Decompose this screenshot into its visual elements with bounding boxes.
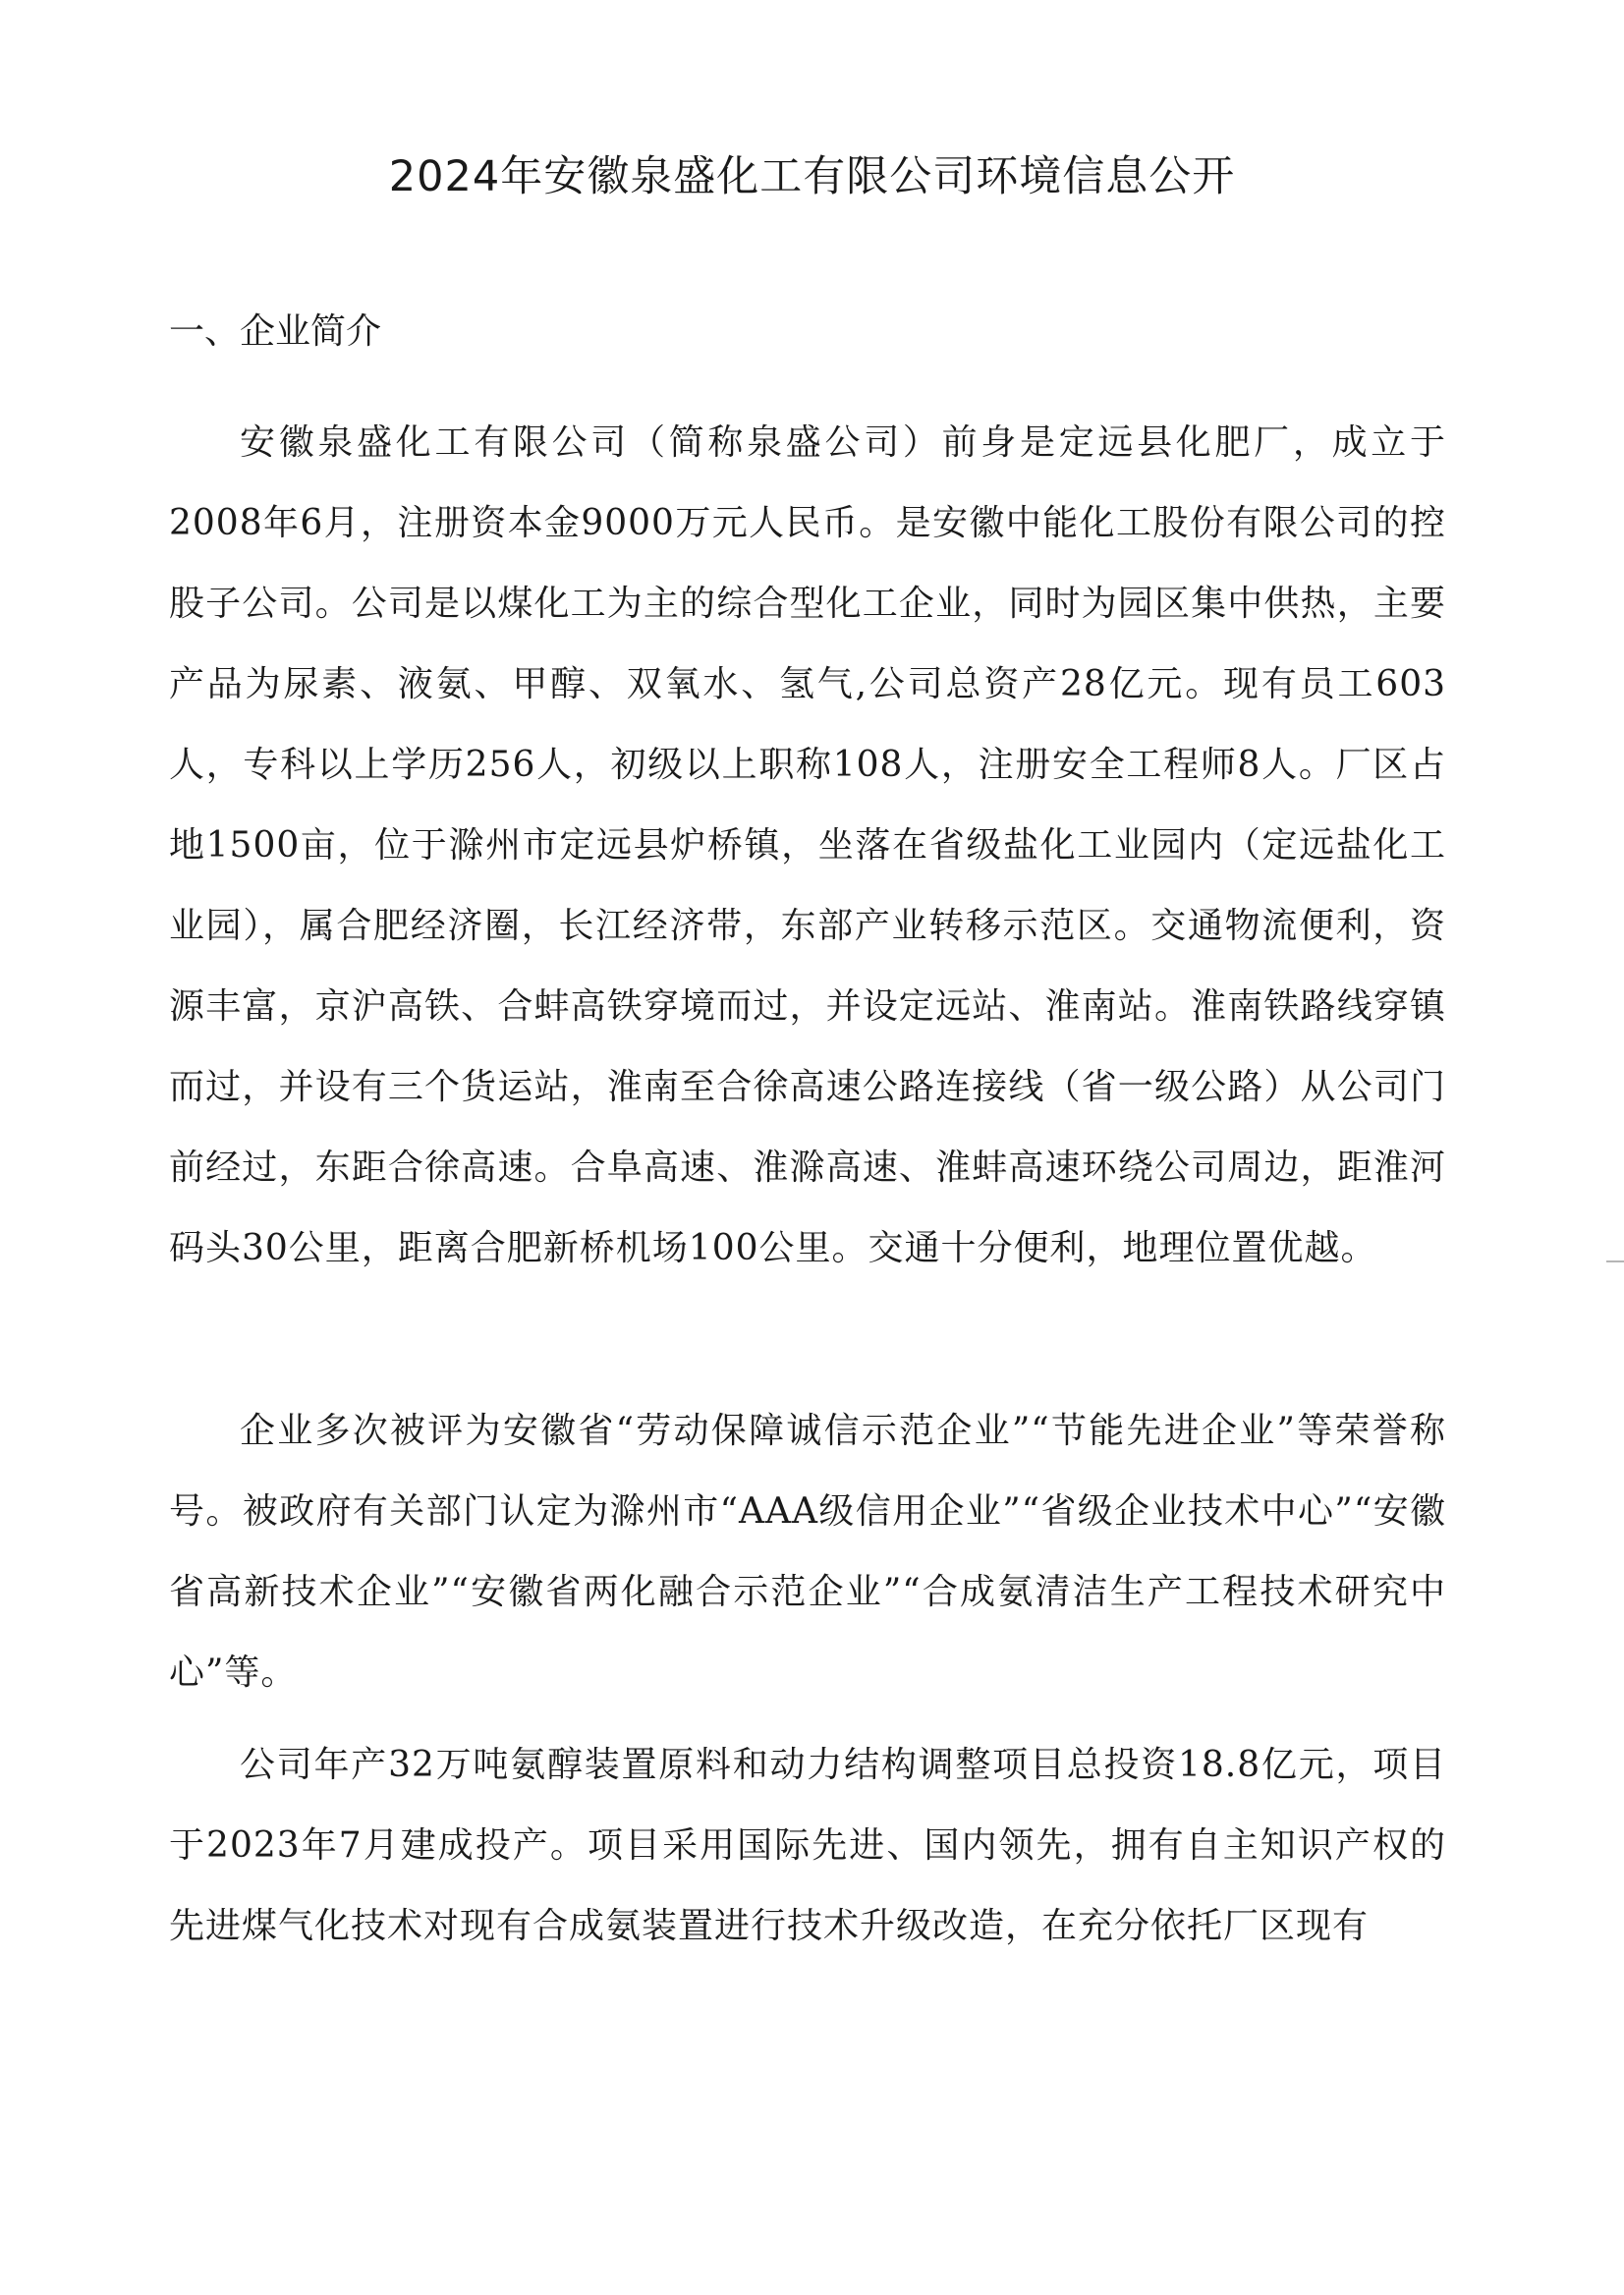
scan-edge-mark bbox=[1606, 1260, 1624, 1262]
paragraph-project: 公司年产32万吨氨醇装置原料和动力结构调整项目总投资18.8亿元，项目于2023年7月建成投产。项目采用国际先进、国内领先，拥有自主知识产权的先进煤气化技术对现有合成氨装置进行技术升级改造，在充分依托厂区现有 bbox=[169, 1745, 1446, 1946]
paragraph-honors: 企业多次被评为安徽省“劳动保障诚信示范企业”“节能先进企业”等荣誉称号。被政府有关部门认定为滁州市“AAA级信用企业”“省级企业技术中心”“安徽省高新技术企业”“安徽省两化融合示范企业”“合成氨清洁生产工程技术研究中心”等。 bbox=[169, 1411, 1446, 1693]
document-title: 2024年安徽泉盛化工有限公司环境信息公开 bbox=[388, 152, 1236, 201]
paragraph-company-overview: 安徽泉盛化工有限公司（简称泉盛公司）前身是定远县化肥厂，成立于2008年6月，注册资本金9000万元人民币。是安徽中能化工股份有限公司的控股子公司。公司是以煤化工为主的综合型化工企业，同时为园区集中供热，主要产品为尿素、液氨、甲醇、双氧水、氢气,公司总资产28亿元。现有员工603人，专科以上学历256人，初级以上职称108人，注册安全工程师8人。厂区占地1500亩，位于滁州市定远县炉桥镇，坐落在省级盐化工业园内（定远盐化工业园），属合肥经济圈，长江经济带，东部产业转移示范区。交通物流便利，资源丰富，京沪高铁、合蚌高铁穿境而过，并设定远站、淮南站。淮南铁路线穿镇而过，并设有三个货运站，淮南至合徐高速公路连接线（省一级公路）从公司门前经过，东距合徐高速。合阜高速、淮滁高速、淮蚌高速环绕公司周边，距淮河码头30公里，距离合肥新桥机场100公里。交通十分便利，地理位置优越。 bbox=[169, 422, 1446, 1268]
section-heading-company-profile: 一、企业简介 bbox=[169, 311, 382, 352]
